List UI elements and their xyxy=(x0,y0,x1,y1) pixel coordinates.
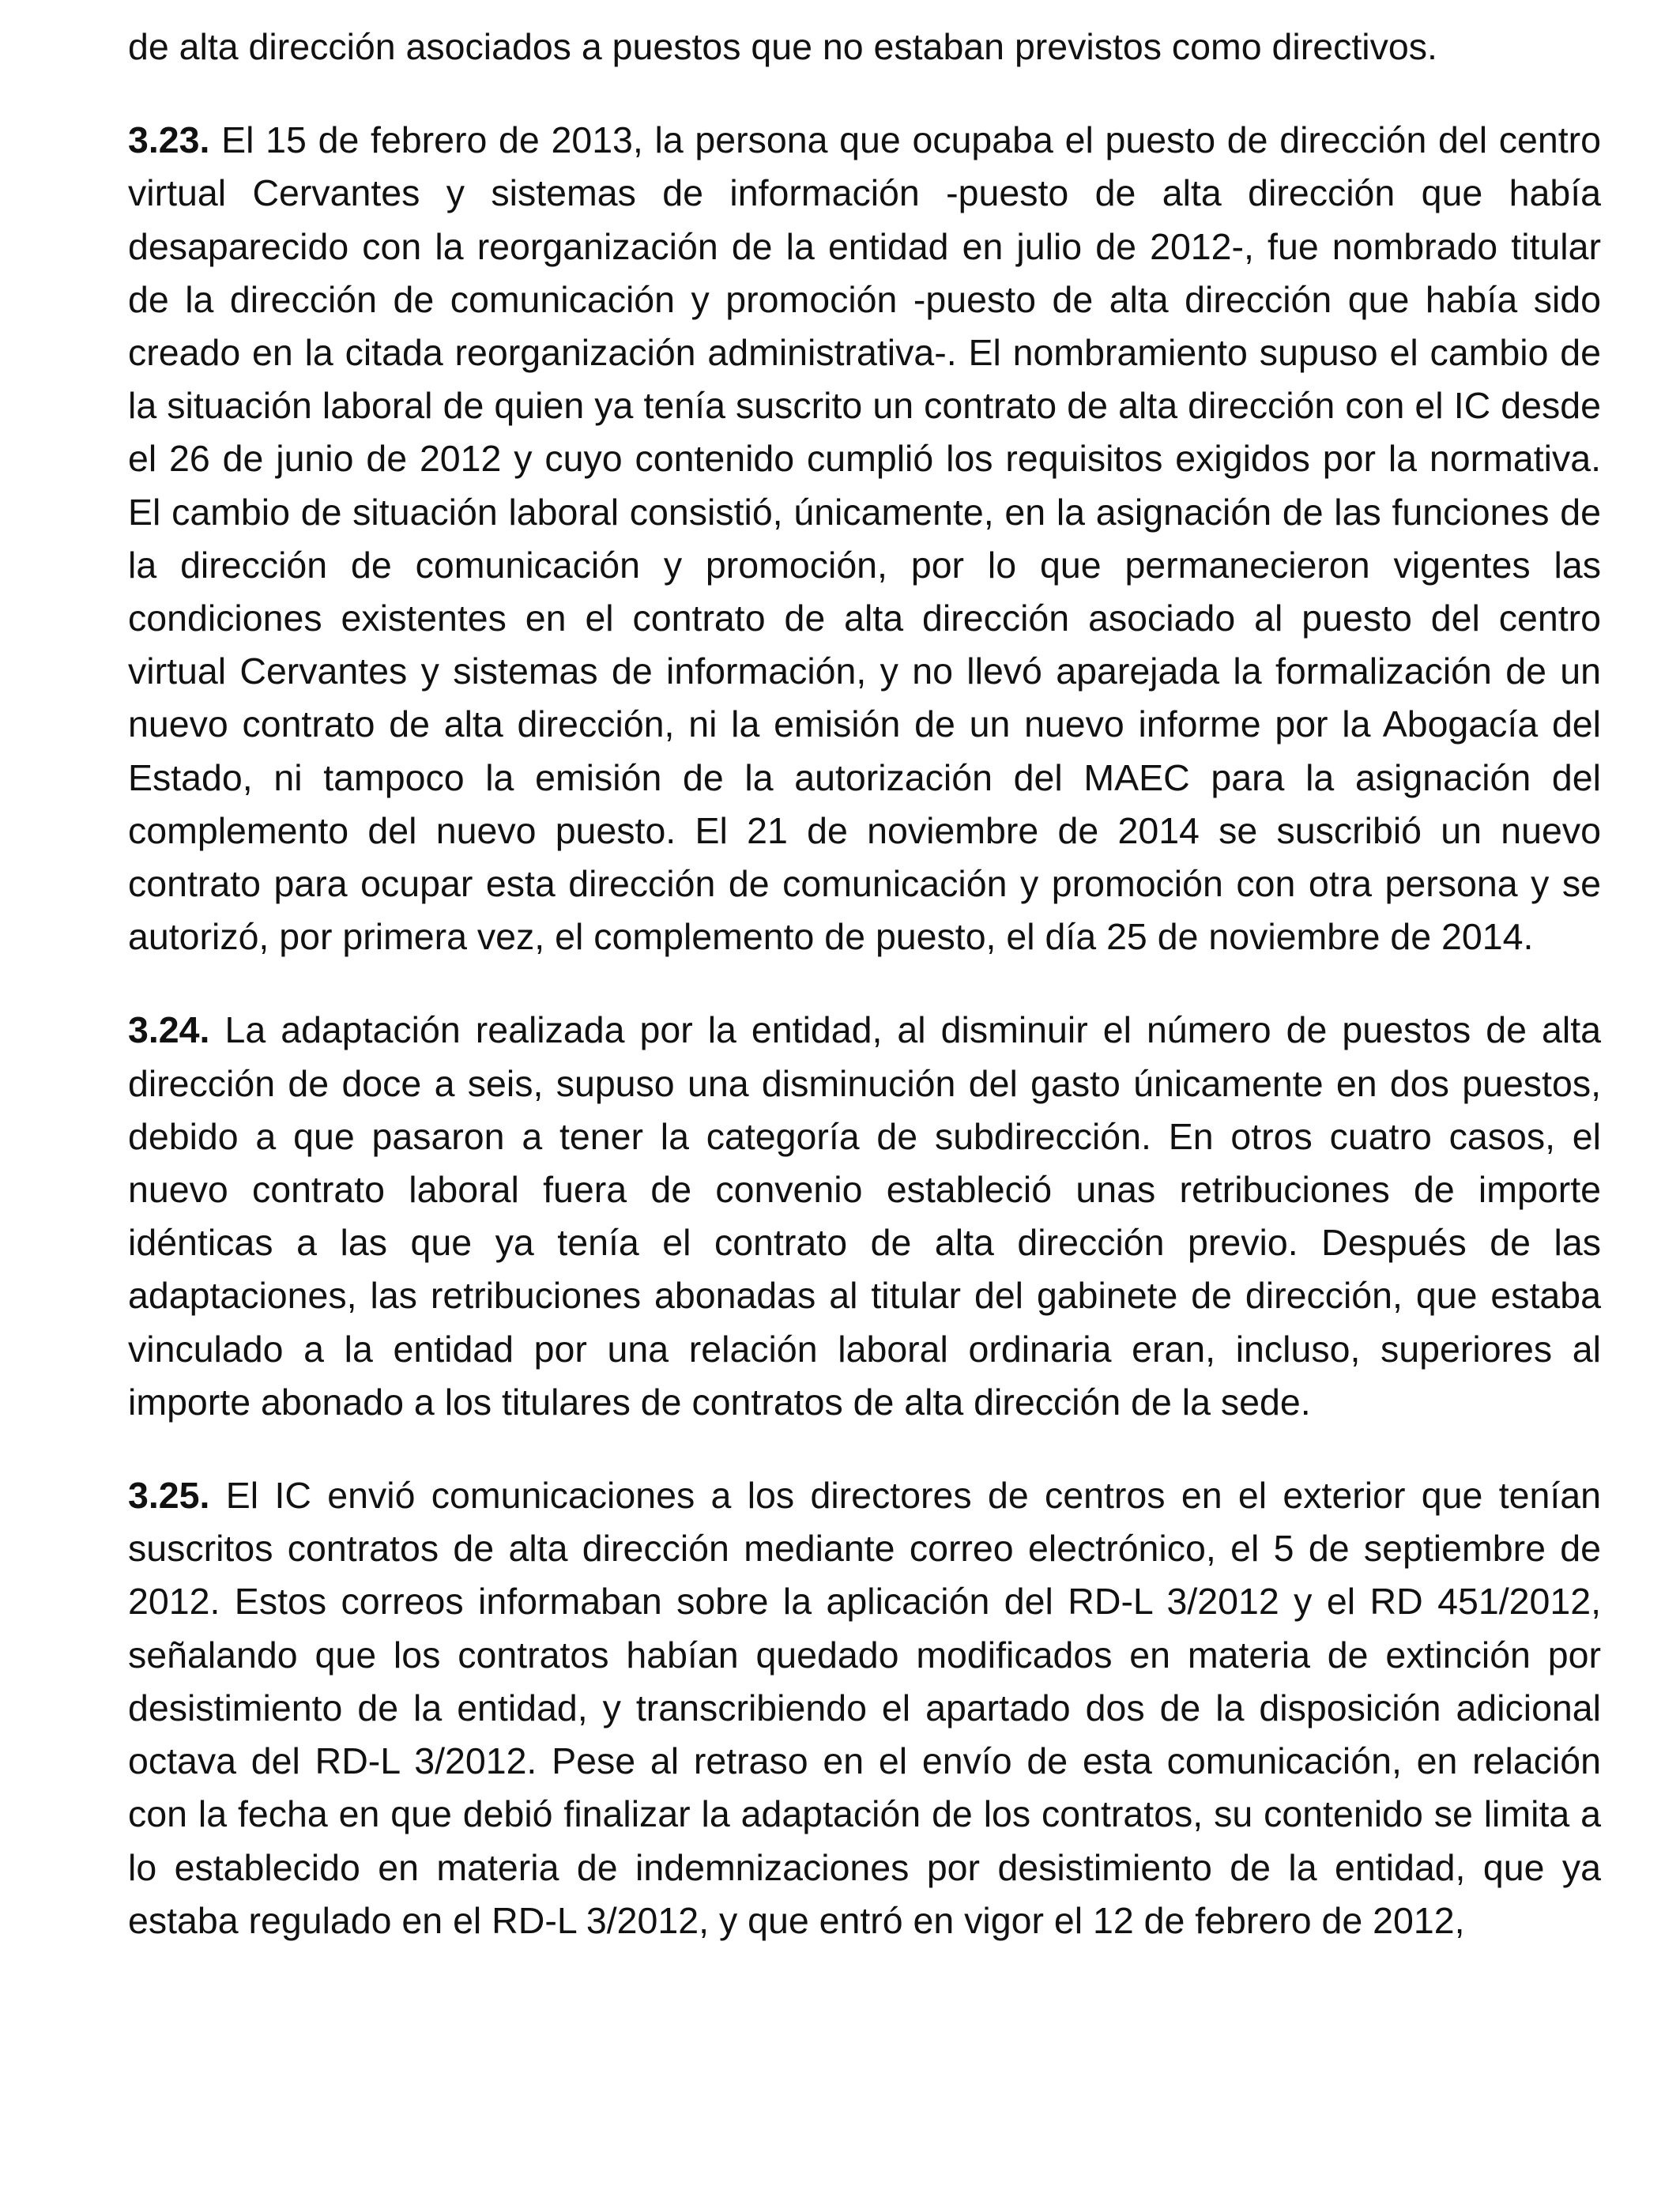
paragraph-text: La adaptación realizada por la entidad, al disminuir el número de puestos de alta dirección de doce a seis, supuso una disminución del gasto únicamente en dos puestos, debido a que pasaron a tener la categoría de subdirección. En otros cuatro casos, el nuevo contrato laboral fuera de convenio estableció unas retribuciones de importe idénticas a las que ya tenía el contrato de alta dirección previo. Después de las adaptaciones, las retribuciones abonadas al titular del gabinete de dirección, que estaba vinculado a la entidad por una relación laboral ordinaria eran, incluso, superiores al importe abonado a los titulares de contratos de alta dirección de la sede. xyxy=(128,1009,1601,1423)
paragraph-3-25 xyxy=(128,1469,1601,1947)
paragraph-text: El IC envió comunicaciones a los directores de centros en el exterior que tenían suscritos contratos de alta dirección mediante correo electrónico, el 5 de septiembre de 2012. Estos correos informaban sobre la aplicación del RD-L 3/2012 y el RD 451/2012, señalando que los contratos habían quedado modificados en materia de extinción por desistimiento de la entidad, y transcribiendo el apartado dos de la disposición adicional octava del RD-L 3/2012. Pese al retraso en el envío de esta comunicación, en relación con la fecha en que debió finalizar la adaptación de los contratos, su contenido se limita a lo establecido en materia de indemnizaciones por desistimiento de la entidad, que ya estaba regulado en el RD-L 3/2012, y que entró en vigor el 12 de febrero de 2012, xyxy=(128,1475,1601,1941)
paragraph-3-23 xyxy=(128,114,1601,963)
paragraph-text: El 15 de febrero de 2013, la persona que ocupaba el puesto de dirección del centro virtual Cervantes y sistemas de información -puesto de alta dirección que había desaparecido con la reorganización de la entidad en julio de 2012-, fue nombrado titular de la dirección de comunicación y promoción -puesto de alta dirección que había sido creado en la citada reorganización administrativa-. El nombramiento supuso el cambio de la situación laboral de quien ya tenía suscrito un contrato de alta dirección con el IC desde el 26 de junio de 2012 y cuyo contenido cumplió los requisitos exigidos por la normativa. El cambio de situación laboral consistió, únicamente, en la asignación de las funciones de la dirección de comunicación y promoción, por lo que permanecieron vigentes las condiciones existentes en el contrato de alta dirección asociado al puesto del centro virtual Cervantes y sistemas de información, y no llevó aparejada la formalización de un nuevo contrato de alta dirección, ni la emisión de un nuevo informe por la Abogacía del Estado, ni tampoco la emisión de la autorización del MAEC para la asignación del complemento del nuevo puesto. El 21 de noviembre de 2014 se suscribió un nuevo contrato para ocupar esta dirección de comunicación y promoción con otra persona y se autorizó, por primera vez, el complemento de puesto, el día 25 de noviembre de 2014. xyxy=(128,119,1601,958)
paragraph-number: 3.25. xyxy=(128,1475,210,1517)
paragraph-3-24 xyxy=(128,1004,1601,1429)
document-page xyxy=(128,21,1601,1947)
intro-fragment: de alta dirección asociados a puestos que no estaban previstos como directivos. xyxy=(128,26,1437,67)
paragraph-number: 3.24. xyxy=(128,1009,210,1051)
paragraph-number: 3.23. xyxy=(128,119,210,161)
